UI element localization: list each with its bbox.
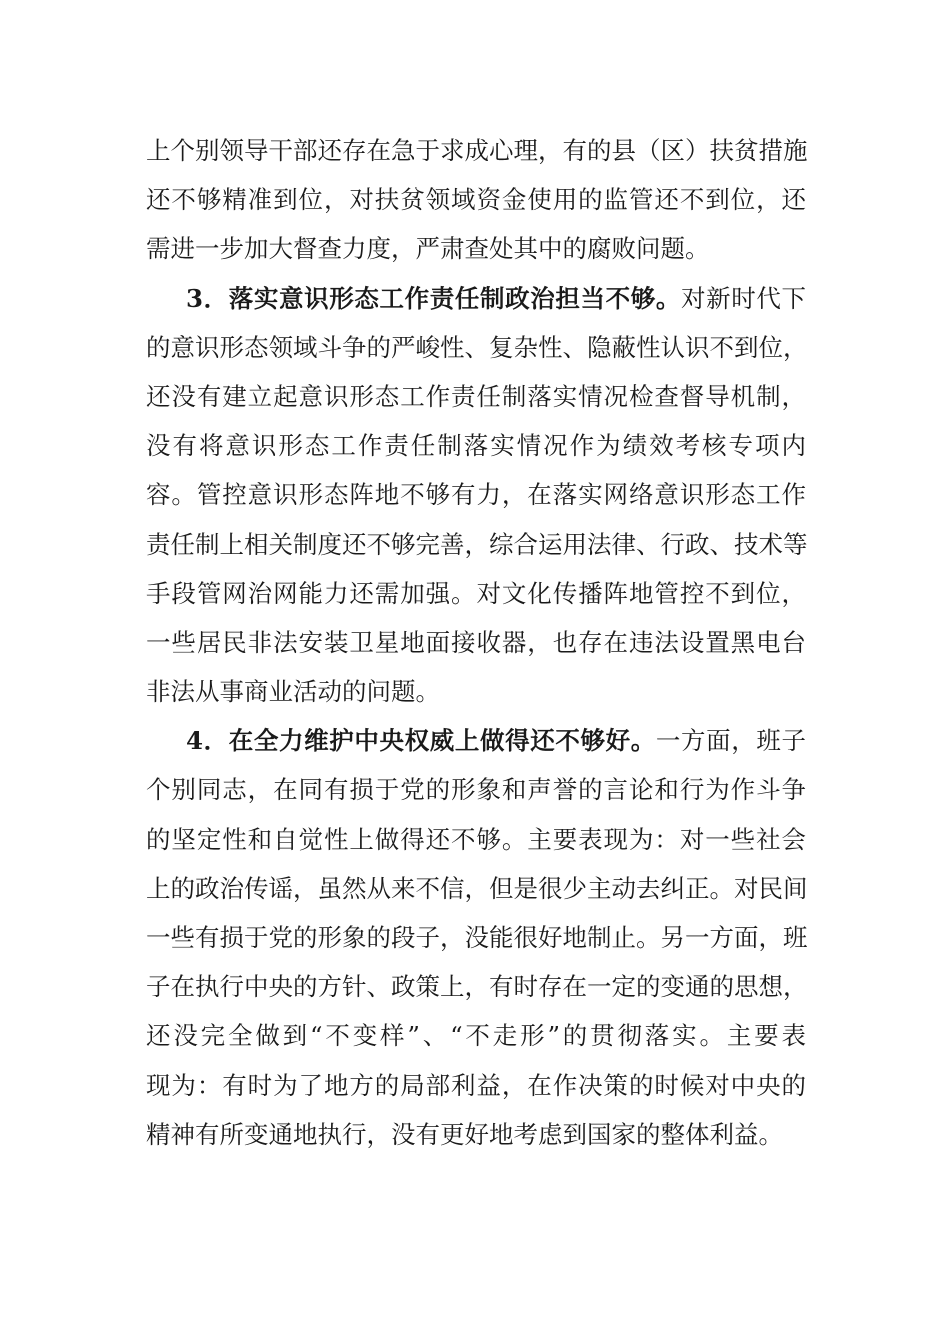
paragraph-1-line-3: 需进一步加大督查力度，严肃查处其中的腐败问题。 (146, 234, 710, 264)
document-body (146, 126, 806, 1159)
paragraph-1-line-2: 还不够精准到位，对扶贫领域资金使用的监管还不到位，还 (146, 185, 806, 215)
section-3-heading: 3．落实意识形态工作责任制政治担当不够。 (186, 283, 682, 313)
paragraph-2-line-3: 还没有建立起意识形态工作责任制落实情况检查督导机制， (146, 381, 806, 411)
paragraph-3-line-1 (146, 716, 806, 765)
paragraph-2-line-8: 一些居民非法安装卫星地面接收器，也存在违法设置黑电台 (146, 627, 806, 657)
paragraph-3-line-1-rest: 一方面，班子 (655, 726, 807, 756)
paragraph-2-line-1-rest: 对新时代下 (681, 283, 807, 313)
paragraph-2-line-4: 没有将意识形态工作责任制落实情况作为绩效考核专项内 (146, 431, 806, 461)
paragraph-3-line-6: 子在执行中央的方针、政策上，有时存在一定的变通的思想， (146, 972, 808, 1002)
paragraph-2-line-7: 手段管网治网能力还需加强。对文化传播阵地管控不到位， (146, 578, 806, 608)
paragraph-2-line-2: 的意识形态领域斗争的严峻性、复杂性、隐蔽性认识不到位， (146, 332, 808, 362)
paragraph-2-line-5: 容。管控意识形态阵地不够有力，在落实网络意识形态工作 (146, 480, 806, 510)
paragraph-3-line-5: 一些有损于党的形象的段子，没能很好地制止。另一方面，班 (146, 923, 808, 952)
paragraph-2-line-6: 责任制上相关制度还不够完善，综合运用法律、行政、技术等 (146, 529, 808, 559)
paragraph-3-line-2: 个别同志，在同有损于党的形象和声誉的言论和行为作斗争 (146, 775, 806, 805)
paragraph-2-line-1 (146, 274, 806, 323)
paragraph-3-line-9: 精神有所变通地执行，没有更好地考虑到国家的整体利益。 (146, 1119, 783, 1149)
section-4-heading: 4．在全力维护中央权威上做得还不够好。 (186, 726, 656, 756)
paragraph-3-line-7: 还没完全做到“不变样”、“不走形”的贯彻落实。主要表 (146, 1021, 806, 1051)
paragraph-3-line-3: 的坚定性和自觉性上做得还不够。主要表现为：对一些社会 (146, 824, 806, 854)
paragraph-1-line-1: 上个别领导干部还存在急于求成心理，有的县（区）扶贫措施 (146, 136, 808, 165)
paragraph-3-line-4: 上的政治传谣，虽然从来不信，但是很少主动去纠正。对民间 (146, 873, 808, 903)
paragraph-3-line-8: 现为：有时为了地方的局部利益，在作决策的时候对中央的 (146, 1070, 806, 1100)
paragraph-2-line-9: 非法从事商业活动的问题。 (146, 677, 440, 707)
